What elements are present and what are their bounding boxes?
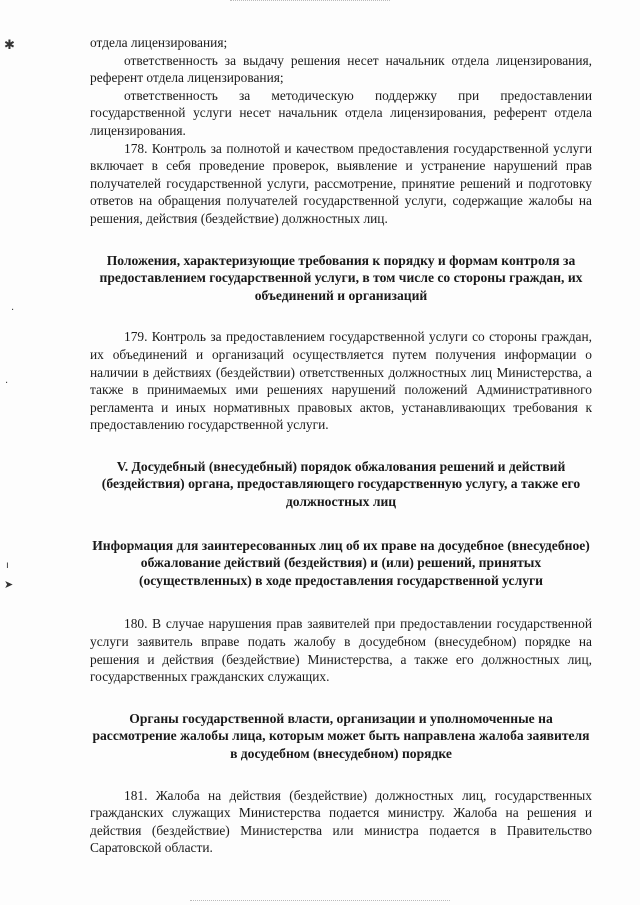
paragraph-179: 179. Контроль за предоставлением государственной услуги со стороны граждан, их объединений и организаций осуществляется путем получения информации о наличии в действиях (бездействии) ответственных должностных лиц Министерства, а также в принимаемых ими решениях нарушений положений Административного регламента и иных нормативных правовых актов, устанавливающих требования к предоставлению государственной услуги.: [90, 329, 592, 433]
scan-artifact-dot: ·: [11, 305, 15, 316]
paragraph-responsibility-decision: ответственность за выдачу решения несет начальник отдела лицензирования, референт отдела лицензирования;: [90, 52, 592, 86]
paragraph-licensing-dept: отдела лицензирования;: [90, 35, 228, 50]
heading-section-5: V. Досудебный (внесудебный) порядок обжалования решений и действий (бездействия) органа, предоставляющего государственную услугу, а также его должностных лиц: [101, 458, 581, 510]
heading-appeal-bodies: Органы государственной власти, организации и уполномоченные на рассмотрение жалобы лица, которым может быть направлена жалоба заявителя в досудебном (внесудебном) порядке: [92, 710, 590, 761]
heading-appeal-information: Информация для заинтересованных лиц об их праве на досудебное (внесудебное) обжалование действий (бездействия) и (или) решений, принятых (осуществленных) в ходе предоставления государственной услуги: [92, 537, 590, 588]
scan-edge-top: [230, 0, 390, 2]
heading-control-requirements: Положения, характеризующие требования к порядку и формам контроля за предоставлением государственной услуги, в том числе со стороны граждан, их объединений и организаций: [99, 252, 583, 303]
paragraph-181: 181. Жалоба на действия (бездействие) должностных лиц, государственных гражданских служащих Министерства подается министру. Жалоба на решения и действия (бездействие) Министерства или министра подается в Правительство Саратовской области.: [90, 787, 592, 856]
scan-artifact-dot: ·: [5, 378, 9, 389]
paragraph-178: 178. Контроль за полнотой и качеством предоставления государственной услуги включает в себя проведение проверок, выявление и устранение нарушений прав получателей государственной услуги, рассмотрение, принятие решений и подготовку ответов на обращения получателей государственной услуги, содержащие жалобы на решения, действия (бездействие) должностных лиц.: [90, 140, 592, 226]
paragraph-180: 180. В случае нарушения прав заявителей при предоставлении государственной услуги заявитель вправе подать жалобу в досудебном (внесудебном) порядке на решения и действия (бездействие) Министерства, а также его должностных лиц, государственных гражданских служащих.: [90, 616, 592, 685]
document-body: [90, 34, 592, 857]
scan-artifact-arrow: ➤: [4, 578, 14, 591]
scan-artifact-dot: ı: [6, 560, 9, 571]
scan-edge-bottom: [190, 900, 450, 902]
scan-artifact-mark: ✱: [4, 38, 15, 53]
paragraph-responsibility-support: ответственность за методическую поддержку при предоставлении государственной услуги несет начальник отдела лицензирования, референт отдела лицензирования.: [90, 87, 592, 138]
